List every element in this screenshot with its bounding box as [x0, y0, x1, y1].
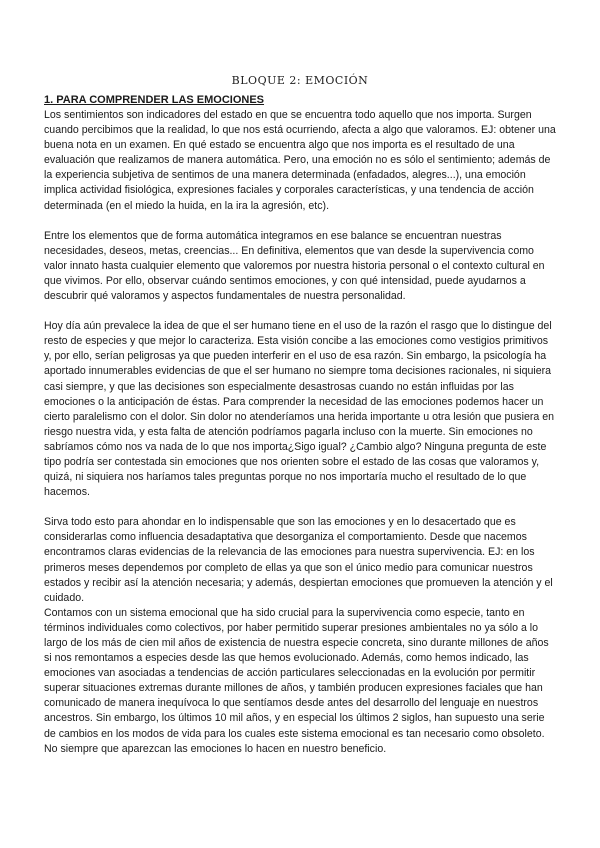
paragraph-spacer: [44, 214, 558, 229]
paragraph-5: Contamos con un sistema emocional que ha sido crucial para la supervivencia como especie, tanto en términos individuales como colectivos, por haber permitido superar presiones ambientales no ya sólo a lo largo de los más de cien mil años de existencia de nuestra especie concreta, sino durante millones de años si nos remontamos a especies desde las que hemos evolucionado. Además, como hemos indicado, las emociones van asociadas a tendencias de acción particulares seleccionadas en la evolución por permitir superar situaciones extremas durante millones de años, y también producen expresiones faciales que han comunicado de manera inequívoca lo que sentíamos desde antes del desarrollo del lenguaje en nuestros ancestros. Sin embargo, los últimos 10 mil años, y en especial los últimos 2 siglos, han supuesto una serie de cambios en los modos de vida para los cuales este sistema emocional es tan necesario como obsoleto. No siempre que aparezcan las emociones lo hacen en nuestro beneficio.: [44, 606, 549, 755]
paragraph-3: Hoy día aún prevalece la idea de que el ser humano tiene en el uso de la razón el rasgo que lo distingue del resto de especies y que mejor lo caracteriza. Esta visión concibe a las emociones como vestigios primitivos y, por ello, serían peligrosas ya que pueden interferir en el uso de esa razón. Sin embargo, la psicología ha aportado innumerables evidencias de que el ser humano no siempre toma decisiones racionales, ni siquiera casi siempre, y que las decisiones son especialmente desastrosas cuando no están influidas por las emociones o la anticipación de éstas. Para comprender la necesidad de las emociones podemos hacer un cierto paralelismo con el dolor. Sin dolor no atenderíamos una herida importante u otra lesión que pusiera en riesgo nuestra vida, y esta falta de atención podríamos pagarla incluso con la muerte. Sin emociones no sabríamos cómo nos va nada de lo que nos importa¿Sigo igual? ¿Cambio algo? Ninguna pregunta de este tipo podría ser contestada sin emociones que nos orienten sobre el estado de las cosas que valoramos y, quizá, ni siquiera nos haríamos tales preguntas porque no nos importaría mucho el resultado de lo que hacemos.: [44, 320, 554, 499]
block-title: BLOQUE 2: EMOCIÓN: [231, 74, 369, 87]
paragraph-spacer: [44, 304, 558, 319]
paragraph-2: Entre los elementos que de forma automática integramos en ese balance se encuentran nuestras necesidades, deseos, metas, creencias... En definitiva, elementos que van desde la supervivencia como valor innato hasta cualquier elemento que valoremos por nuestra historia personal o el contexto cultural en que vivimos. Por ello, observar cuándo sentimos emociones, y con qué intensidad, puede ayudarnos a descubrir qué valoramos y aspectos fundamentales de nuestra personalidad.: [44, 229, 545, 303]
section-heading: 1. PARA COMPRENDER LAS EMOCIONES: [44, 94, 265, 106]
document-body: [44, 93, 558, 757]
paragraph-4: Sirva todo esto para ahondar en lo indispensable que son las emociones y en lo desacertado que es considerarlas como influencia desadaptativa que desorganiza el comportamiento. Desde que nacemos encontramos claras evidencias de la relevancia de las emociones para nuestra supervivencia. EJ: en los primeros meses dependemos por completo de ellas ya que son el único medio para comunicar nuestros estados y recibir así la atención necesaria; y además, despiertan emociones que promueven la atención y el cuidado.: [44, 516, 553, 604]
paragraph-1: Los sentimientos son indicadores del estado en que se encuentra todo aquello que nos importa. Surgen cuando percibimos que la realidad, lo que nos está ocurriendo, afecta a algo que valoramos. EJ: obtener una buena nota en un examen. En qué estado se encuentra algo que nos importa es el resultado de una evaluación que realizamos de manera automática. Pero, una emoción no es sólo el sentimiento; además de la experiencia subjetiva de sentimos de una manera determinada (enfadados, alegres...), una emoción implica actividad fisiológica, expresiones faciales y corporales características, y una tendencia de acción determinada (en el miedo la huida, en la ira la agresión, etc).: [44, 109, 556, 212]
paragraph-spacer: [44, 500, 558, 515]
